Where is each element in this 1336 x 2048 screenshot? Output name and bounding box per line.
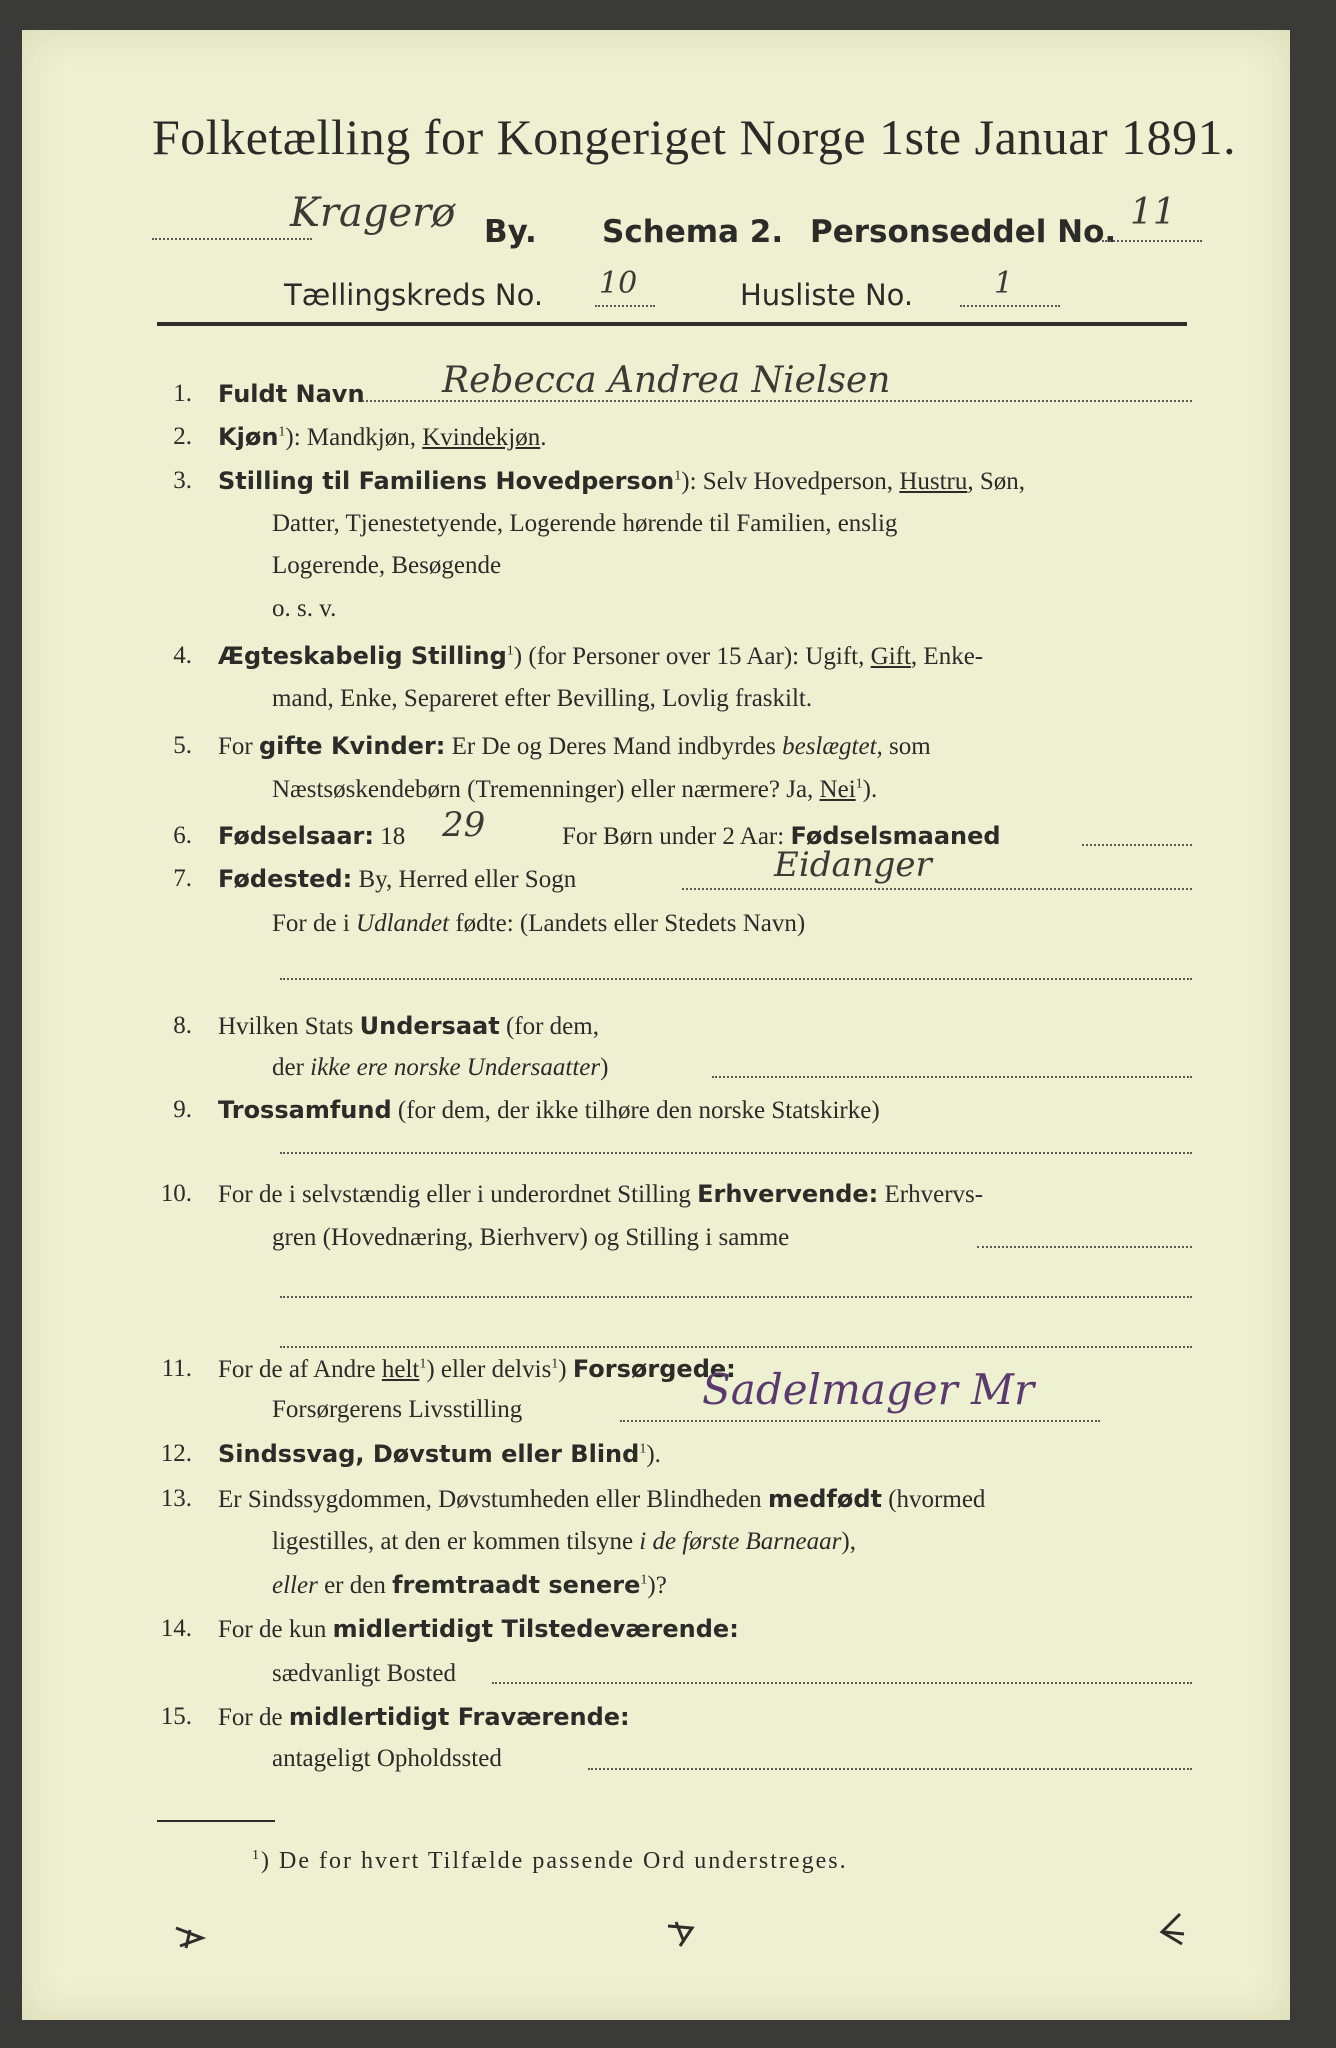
item-13-text-a: Er Sindssygdommen, Døvstumheden eller Blindheden <box>218 1486 768 1513</box>
taellingskreds-dotted-line <box>595 305 655 307</box>
item-13-line3 <box>272 1571 667 1600</box>
item-9-number: 9. <box>173 1096 192 1123</box>
item-3-line1 <box>218 467 1025 496</box>
item-7-dotted-line <box>682 888 1192 890</box>
item-11-underlined: helt <box>381 1356 420 1383</box>
item-13-line3-b: )? <box>647 1572 667 1599</box>
item-8-label: Undersaat <box>359 1012 500 1040</box>
item-14-dotted-line <box>492 1682 1192 1684</box>
item-6-number: 6. <box>173 822 192 849</box>
item-10-dotted-line <box>977 1246 1192 1248</box>
item-6-prefix: 18 <box>374 823 406 850</box>
item-5-label: gifte Kvinder: <box>258 732 446 760</box>
item-4-line2: mand, Enke, Separeret efter Bevilling, Lovlig fraskilt. <box>272 685 813 712</box>
item-13-line2 <box>272 1528 856 1556</box>
item-7-italic: Udlandet <box>356 910 450 937</box>
item-11-line2: Forsørgerens Livsstilling <box>272 1396 523 1423</box>
item-8-text-a: Hvilken Stats <box>218 1013 360 1040</box>
item-15-number: 15. <box>160 1703 192 1730</box>
item-5-sup: 1 <box>855 776 863 792</box>
item-7-label: Fødested: <box>218 865 353 893</box>
item-15-text-a: For de <box>218 1704 289 1731</box>
footnote-sup: 1 <box>252 1848 261 1863</box>
item-6-value: 29 <box>442 805 486 845</box>
item-10-number: 10. <box>160 1180 192 1207</box>
item-1-value: Rebecca Andrea Nielsen <box>442 360 891 401</box>
item-12-tail: ). <box>646 1441 661 1468</box>
item-2-text-b: . <box>540 424 547 451</box>
item-5-line1 <box>218 732 931 761</box>
schema-label: Schema 2. <box>602 214 784 250</box>
husliste-label: Husliste No. <box>740 278 914 312</box>
item-1-label: Fuldt Navn <box>218 380 365 408</box>
personseddel-dotted-line <box>1102 240 1202 242</box>
registration-mark-right-icon <box>1154 1910 1190 1950</box>
item-5-line2 <box>272 776 877 804</box>
item-7-line2 <box>272 910 805 938</box>
item-5-text-b: Er De og Deres Mand indbyrdes <box>445 733 783 760</box>
item-6-line <box>218 822 405 851</box>
item-7-value: Eidanger <box>774 845 932 885</box>
item-5-number: 5. <box>173 732 192 759</box>
item-11-line1 <box>218 1355 736 1384</box>
item-12-label: Sindssvag, Døvstum eller Blind <box>218 1440 640 1468</box>
item-13-italic: i de første Barneaar <box>639 1528 842 1555</box>
item-3-line3: Logerende, Besøgende <box>272 552 502 579</box>
item-7-blank-line <box>280 978 1192 980</box>
item-8-line2-b: ) <box>600 1054 609 1081</box>
registration-mark-left-icon <box>172 1920 212 1950</box>
item-13-label: medfødt <box>767 1485 882 1513</box>
item-12-line <box>218 1440 661 1469</box>
item-12-number: 12. <box>160 1440 192 1467</box>
item-14-text-a: For de kun <box>218 1616 333 1643</box>
item-6-mid-text: For Børn under 2 Aar: <box>562 823 791 850</box>
item-8-dotted-line <box>712 1076 1192 1078</box>
item-11-sup2: 1 <box>551 1356 559 1372</box>
item-3-underlined: Hustru <box>899 468 968 495</box>
item-15-label: midlertidigt Fraværende: <box>288 1703 630 1731</box>
item-7-line2-b: fødte: (Landets eller Stedets Navn) <box>449 910 806 937</box>
item-8-line2 <box>272 1054 608 1082</box>
item-2-sup: 1 <box>278 424 286 440</box>
item-12-sup: 1 <box>639 1441 647 1457</box>
header-rule <box>157 322 1187 326</box>
item-10-line1 <box>218 1180 983 1209</box>
item-5-underlined: Nei <box>819 776 856 803</box>
item-10-text-b: Erhvervs- <box>878 1181 984 1208</box>
item-5-line2-text: Næstsøskendebørn (Tremenninger) eller nærmere? Ja, <box>272 776 820 803</box>
item-11-sup: 1 <box>419 1356 427 1372</box>
item-7-line2-a: For de i <box>272 910 357 937</box>
item-13-line1 <box>218 1485 985 1514</box>
item-13-line2-a: ligestilles, at den er kommen tilsyne <box>272 1528 640 1555</box>
item-9-line1 <box>218 1096 880 1125</box>
item-7-text: By, Herred eller Sogn <box>352 866 577 893</box>
item-5-label-prefix: For <box>218 733 259 760</box>
item-4-text-b: , Enke- <box>910 643 984 670</box>
registration-mark-center-icon <box>662 1918 702 1950</box>
town-handwritten: Kragerø <box>290 190 456 236</box>
item-9-label: Trossamfund <box>218 1096 392 1124</box>
item-8-line2-a: der <box>272 1054 311 1081</box>
personseddel-label: Personseddel No. <box>810 214 1117 250</box>
footnote-text: ) De for hvert Tilfælde passende Ord understreges. <box>261 1848 848 1874</box>
town-dotted-line <box>152 238 312 240</box>
item-11-text-b: ) eller delvis <box>426 1356 552 1383</box>
item-2-row <box>218 423 547 452</box>
item-5-line2-tail: ). <box>862 776 878 803</box>
item-10-blank-line-1 <box>280 1296 1192 1298</box>
item-13-number: 13. <box>160 1485 192 1512</box>
item-2-underlined: Kvindekjøn <box>422 424 541 451</box>
item-13-text-b: (hvormed <box>881 1486 986 1513</box>
personseddel-value: 11 <box>1130 192 1176 233</box>
item-3-text-b: , Søn, <box>967 468 1026 495</box>
item-2-number: 2. <box>173 423 192 450</box>
item-4-underlined: Gift <box>870 643 911 670</box>
item-7-line1 <box>218 865 576 894</box>
item-4-sup: 1 <box>506 643 514 659</box>
item-10-line2: gren (Hovednæring, Bierhverv) og Stilling i samme <box>272 1224 790 1251</box>
item-8-text-b: (for dem, <box>499 1013 599 1040</box>
item-14-number: 14. <box>160 1615 192 1642</box>
item-3-line2: Datter, Tjenestetyende, Logerende hørende til Familien, enslig <box>272 510 898 537</box>
item-10-label: Erhvervende: <box>697 1180 879 1208</box>
item-11-text-c: ) <box>558 1356 573 1383</box>
census-form-sheet <box>22 30 1290 2020</box>
by-label: By. <box>484 214 537 250</box>
footnote-rule <box>157 1820 275 1822</box>
item-6-label2: Fødselsmaaned <box>790 822 1001 850</box>
item-13-line2-b: ), <box>841 1528 856 1555</box>
husliste-value: 1 <box>994 266 1014 301</box>
item-3-text-a: ): Selv Hovedperson, <box>681 468 900 495</box>
item-5-text-c: som <box>882 733 931 760</box>
form-title: Folketælling for Kongeriget Norge 1ste Januar 1891. <box>152 109 1237 165</box>
item-3-label: Stilling til Familiens Hovedperson <box>218 467 675 495</box>
item-1-number: 1. <box>173 380 192 407</box>
item-15-line2: antageligt Opholdssted <box>272 1745 502 1772</box>
item-13-line3-a: er den <box>317 1572 393 1599</box>
item-13-line3-italic: eller <box>272 1572 318 1599</box>
item-14-line2: sædvanligt Bosted <box>272 1660 457 1687</box>
item-8-line1 <box>218 1012 599 1041</box>
item-4-line1 <box>218 642 983 671</box>
item-14-label: midlertidigt Tilstedeværende: <box>332 1615 739 1643</box>
item-10-text-a: For de i selvstændig eller i underordnet Stilling <box>218 1181 698 1208</box>
item-11-number: 11. <box>161 1355 192 1382</box>
item-4-label: Ægteskabelig Stilling <box>218 642 507 670</box>
item-6-label: Fødselsaar: <box>218 822 374 850</box>
item-14-line1 <box>218 1615 739 1644</box>
item-11-label: Forsørgede: <box>572 1355 736 1383</box>
item-9-blank-line <box>280 1152 1192 1154</box>
item-11-dotted-line <box>620 1420 1100 1422</box>
footnote <box>252 1848 848 1875</box>
item-13-label2: fremtraadt senere <box>392 1571 641 1599</box>
item-9-text: (for dem, der ikke tilhøre den norske Statskirke) <box>391 1097 880 1124</box>
item-10-blank-line-2 <box>280 1346 1192 1348</box>
item-3-line4: o. s. v. <box>272 595 337 622</box>
item-8-number: 8. <box>173 1012 192 1039</box>
item-6-dotted-line <box>1082 844 1192 846</box>
item-2-label: Kjøn <box>218 423 279 451</box>
item-8-italic: ikke ere norske Undersaatter <box>310 1054 601 1081</box>
taellingskreds-value: 10 <box>599 266 638 301</box>
item-13-sup: 1 <box>640 1572 648 1588</box>
item-11-value: Sadelmager Mr <box>702 1365 1035 1414</box>
item-4-number: 4. <box>173 642 192 669</box>
item-5-italic: beslægtet, <box>782 733 883 760</box>
item-3-number: 3. <box>173 467 192 494</box>
item-15-line1 <box>218 1703 630 1732</box>
item-3-sup: 1 <box>674 468 682 484</box>
item-11-text-a: For de af Andre <box>218 1356 382 1383</box>
item-4-text-a: ) (for Personer over 15 Aar): Ugift, <box>513 643 871 670</box>
taellingskreds-label: Tællingskreds No. <box>284 278 544 312</box>
item-15-dotted-line <box>588 1768 1192 1770</box>
item-7-number: 7. <box>173 865 192 892</box>
item-2-text-a: ): Mandkjøn, <box>285 424 423 451</box>
husliste-dotted-line <box>960 305 1060 307</box>
